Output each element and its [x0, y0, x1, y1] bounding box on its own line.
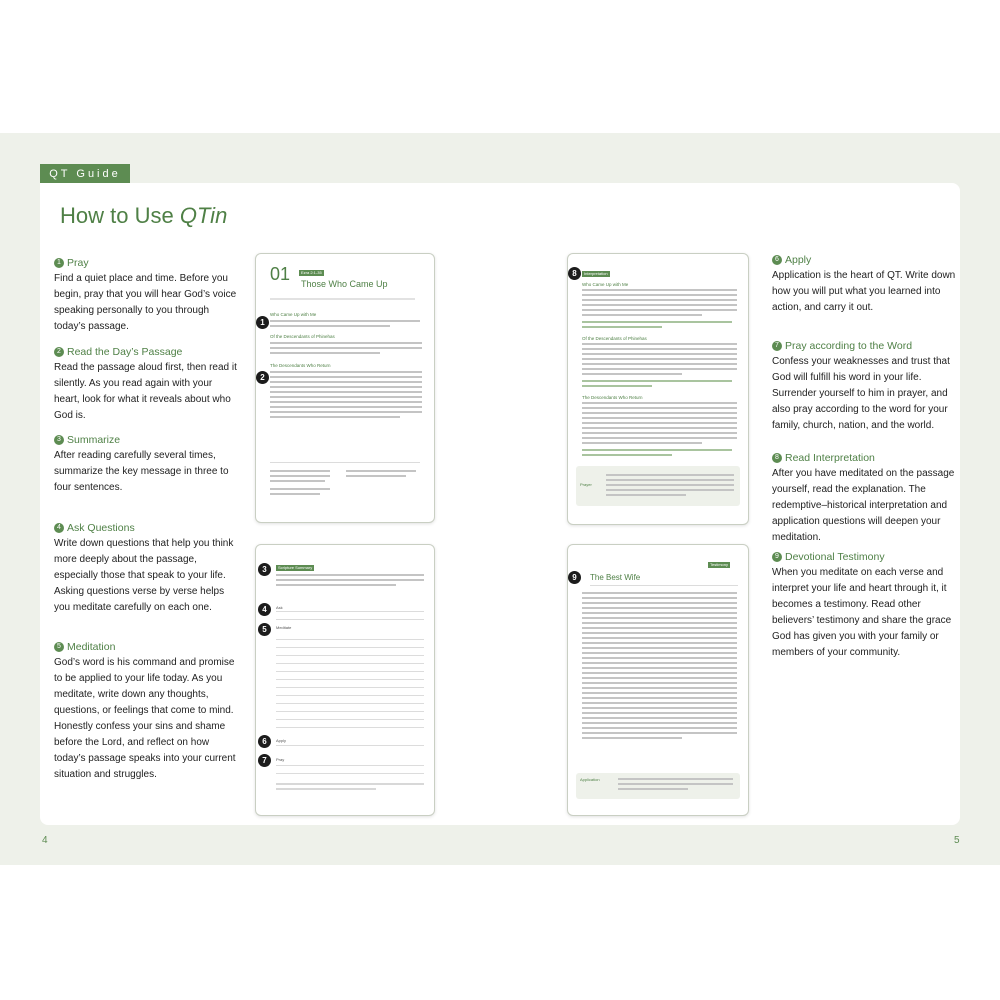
marker-5: 5 [258, 623, 271, 636]
text-line [582, 358, 737, 360]
text-line [582, 607, 737, 609]
text-line [582, 427, 737, 429]
text-line [270, 320, 420, 322]
text-line [582, 402, 737, 404]
text-line [582, 712, 737, 714]
text-line [582, 592, 737, 594]
text-line [582, 667, 737, 669]
ruled-line [276, 695, 424, 696]
text-line [606, 484, 734, 486]
testimony-label: Testimony [710, 562, 729, 567]
step-title: Read Interpretation [785, 452, 875, 464]
text-line [270, 352, 380, 354]
text-line [582, 314, 702, 316]
text-line [270, 470, 330, 472]
text-line [276, 783, 424, 785]
marker-1: 1 [256, 316, 269, 329]
step-read-interpretation [772, 452, 957, 551]
ruled-line [276, 671, 424, 672]
text-line [618, 778, 733, 780]
application-label: Application [580, 777, 600, 782]
step-number-icon: 2 [54, 347, 64, 357]
step-body: Read the passage aloud first, then read it silently. As you read again with your heart, look for what it reveals about who God is. [54, 362, 237, 421]
text-line [270, 493, 320, 495]
step-title: Meditation [67, 641, 116, 653]
step-body: Write down questions that help you think more deeply about the passage, especially those that speak to your life. Asking questions verse by verse helps you meditate carefully on each one. [54, 538, 234, 613]
prayer-box [576, 466, 740, 506]
text-line [582, 602, 737, 604]
section-heading: Who Came Up with Me [270, 312, 317, 317]
ruled-line [276, 773, 424, 774]
text-line [582, 422, 737, 424]
page-number-right: 5 [954, 835, 960, 846]
step-body: Application is the heart of QT. Write down how you will put what you learned into action, and carry it out. [772, 270, 956, 313]
text-line [270, 406, 422, 408]
step-ask-questions [54, 522, 239, 641]
steps-right-column [772, 254, 957, 661]
step-meditation [54, 641, 239, 783]
text-line [270, 401, 422, 403]
step-title: Pray according to the Word [785, 340, 913, 352]
step-pray-word [772, 340, 957, 452]
text-line [618, 783, 733, 785]
ruled-line [276, 639, 424, 640]
sample-page-passage [255, 253, 435, 523]
passage-title: Those Who Came Up [301, 279, 388, 289]
ruled-line [276, 703, 424, 704]
ruled-line [276, 745, 424, 746]
text-line [582, 309, 737, 311]
text-line [582, 732, 737, 734]
text-line [276, 788, 376, 790]
marker-8: 8 [568, 267, 581, 280]
page-number-left: 4 [42, 835, 48, 846]
text-line [582, 343, 737, 345]
ruled-line [276, 719, 424, 720]
text-line [582, 617, 737, 619]
marker-9: 9 [568, 571, 581, 584]
text-line [276, 574, 424, 576]
step-number-icon: 7 [772, 341, 782, 351]
text-line [270, 376, 422, 378]
ruled-line [276, 711, 424, 712]
text-line [270, 391, 422, 393]
text-line [582, 627, 737, 629]
testimony-title: The Best Wife [590, 573, 641, 582]
apply-label: Apply [276, 738, 287, 743]
text-line [582, 289, 737, 291]
section-heading: Who Came Up with Me [582, 282, 629, 287]
question-line [582, 385, 652, 387]
text-line [270, 371, 422, 373]
text-line [582, 672, 737, 674]
divider [270, 462, 420, 463]
text-line [582, 612, 737, 614]
text-line [582, 299, 737, 301]
step-summarize [54, 434, 239, 522]
marker-4: 4 [258, 603, 271, 616]
step-body: After you have meditated on the passage yourself, read the explanation. The redemptive–historical interpretation and application questions will deepen your meditation. [772, 468, 955, 543]
text-line [582, 657, 737, 659]
text-line [606, 494, 686, 496]
text-line [606, 474, 734, 476]
application-box [576, 773, 740, 799]
step-title: Apply [785, 254, 812, 266]
ask-label: Ask [276, 605, 283, 610]
step-number-icon: 1 [54, 258, 64, 268]
step-body: Confess your weaknesses and trust that God will fulfill his word in your life. Surrender yourself to him in prayer, and also pray according to the word for your family, church, nation, and the world. [772, 356, 950, 431]
summary-label: Scripture Summary [278, 565, 313, 570]
text-line [582, 353, 737, 355]
ruled-line [276, 611, 424, 612]
text-line [606, 479, 734, 481]
text-line [582, 662, 737, 664]
text-line [582, 717, 737, 719]
text-line [582, 727, 737, 729]
ruled-line [276, 687, 424, 688]
page-title [60, 203, 227, 229]
prayer-label: Prayer [580, 482, 592, 487]
text-line [582, 702, 737, 704]
step-read-passage [54, 346, 239, 434]
step-number-icon: 4 [54, 523, 64, 533]
text-line [582, 622, 737, 624]
ruled-line [276, 765, 424, 766]
text-line [582, 294, 737, 296]
text-line [270, 396, 422, 398]
text-line [346, 475, 406, 477]
step-apply [772, 254, 957, 340]
text-line [606, 489, 734, 491]
step-number-icon: 8 [772, 453, 782, 463]
marker-2: 2 [256, 371, 269, 384]
step-title: Ask Questions [67, 522, 135, 534]
ruled-line [276, 655, 424, 656]
step-title: Read the Day’s Passage [67, 346, 183, 358]
text-line [270, 416, 400, 418]
text-line [270, 488, 330, 490]
text-line [582, 632, 737, 634]
day-number: 01 [270, 264, 291, 284]
text-line [276, 579, 424, 581]
text-line [582, 707, 737, 709]
step-body: Find a quiet place and time. Before you begin, pray that you will hear God’s voice speaking personally to you through today’s passage. [54, 273, 237, 332]
text-line [582, 642, 737, 644]
text-line [270, 411, 422, 413]
step-body: After reading carefully several times, summarize the key message in three to four sentences. [54, 450, 229, 493]
text-line [582, 597, 737, 599]
text-line [582, 437, 737, 439]
text-line [582, 737, 682, 739]
page-title-prefix: How to Use [60, 203, 180, 228]
marker-7: 7 [258, 754, 271, 767]
text-line [582, 432, 737, 434]
question-line [582, 449, 732, 451]
text-line [582, 412, 737, 414]
text-line [276, 584, 396, 586]
text-line [582, 652, 737, 654]
step-title: Summarize [67, 434, 121, 446]
passage-reference: Ezra 2:1-35 [301, 270, 322, 275]
text-line [346, 470, 416, 472]
marker-6: 6 [258, 735, 271, 748]
ruled-line [276, 647, 424, 648]
text-line [582, 348, 737, 350]
text-line [582, 647, 737, 649]
text-line [270, 386, 422, 388]
text-line [582, 692, 737, 694]
text-line [270, 298, 415, 300]
steps-left-column [54, 257, 239, 783]
text-line [582, 363, 737, 365]
text-line [270, 325, 390, 327]
step-body: When you meditate on each verse and interpret your life and heart through it, it becomes a testimony. Read other believers’ testimony and share the grace God has given you with your family or members of your community. [772, 567, 952, 658]
ruled-line [276, 679, 424, 680]
section-heading: Of the Descendants of Phinehas [270, 334, 335, 339]
divider [590, 585, 738, 586]
meditate-label: Meditate [276, 625, 292, 630]
sample-page-interpretation [567, 253, 749, 525]
marker-3: 3 [258, 563, 271, 576]
qt-guide-tab: QT Guide [40, 164, 130, 185]
section-heading: The Descendants Who Return [582, 395, 643, 400]
step-body: God’s word is his command and promise to be applied to your life today. As you meditate, write down any thoughts, questions, or feelings that come to mind. Honestly confess your sins and shame before the Lord, and reflect on how today’s passage speaks into your current situation and struggles. [54, 657, 236, 780]
interpretation-label: Interpretation [584, 271, 608, 276]
question-line [582, 326, 662, 328]
step-number-icon: 3 [54, 435, 64, 445]
text-line [582, 697, 737, 699]
text-line [582, 677, 737, 679]
text-line [270, 475, 330, 477]
ruled-line [276, 663, 424, 664]
page-title-brand: QTin [179, 203, 228, 228]
step-title: Devotional Testimony [785, 551, 885, 563]
ruled-line [276, 619, 424, 620]
pray-label: Pray [276, 757, 285, 762]
question-line [582, 380, 732, 382]
text-line [582, 687, 737, 689]
text-line [582, 407, 737, 409]
section-heading: The Descendants Who Return [270, 363, 331, 368]
text-line [582, 722, 737, 724]
sample-page-worksheet [255, 544, 435, 816]
text-line [582, 417, 737, 419]
sample-page-testimony [567, 544, 749, 816]
step-title: Pray [67, 257, 89, 269]
step-devotional-testimony [772, 551, 957, 661]
text-line [582, 637, 737, 639]
ruled-line [276, 727, 424, 728]
text-line [582, 682, 737, 684]
step-pray [54, 257, 239, 346]
text-line [270, 381, 422, 383]
text-line [270, 347, 422, 349]
text-line [582, 373, 682, 375]
text-line [618, 788, 688, 790]
question-line [582, 454, 672, 456]
text-line [270, 480, 325, 482]
section-heading: Of the Descendants of Phinehas [582, 336, 647, 341]
step-number-icon: 5 [54, 642, 64, 652]
text-line [270, 342, 422, 344]
step-number-icon: 9 [772, 552, 782, 562]
step-number-icon: 6 [772, 255, 782, 265]
question-line [582, 321, 732, 323]
text-line [582, 304, 737, 306]
text-line [582, 442, 702, 444]
text-line [582, 368, 737, 370]
